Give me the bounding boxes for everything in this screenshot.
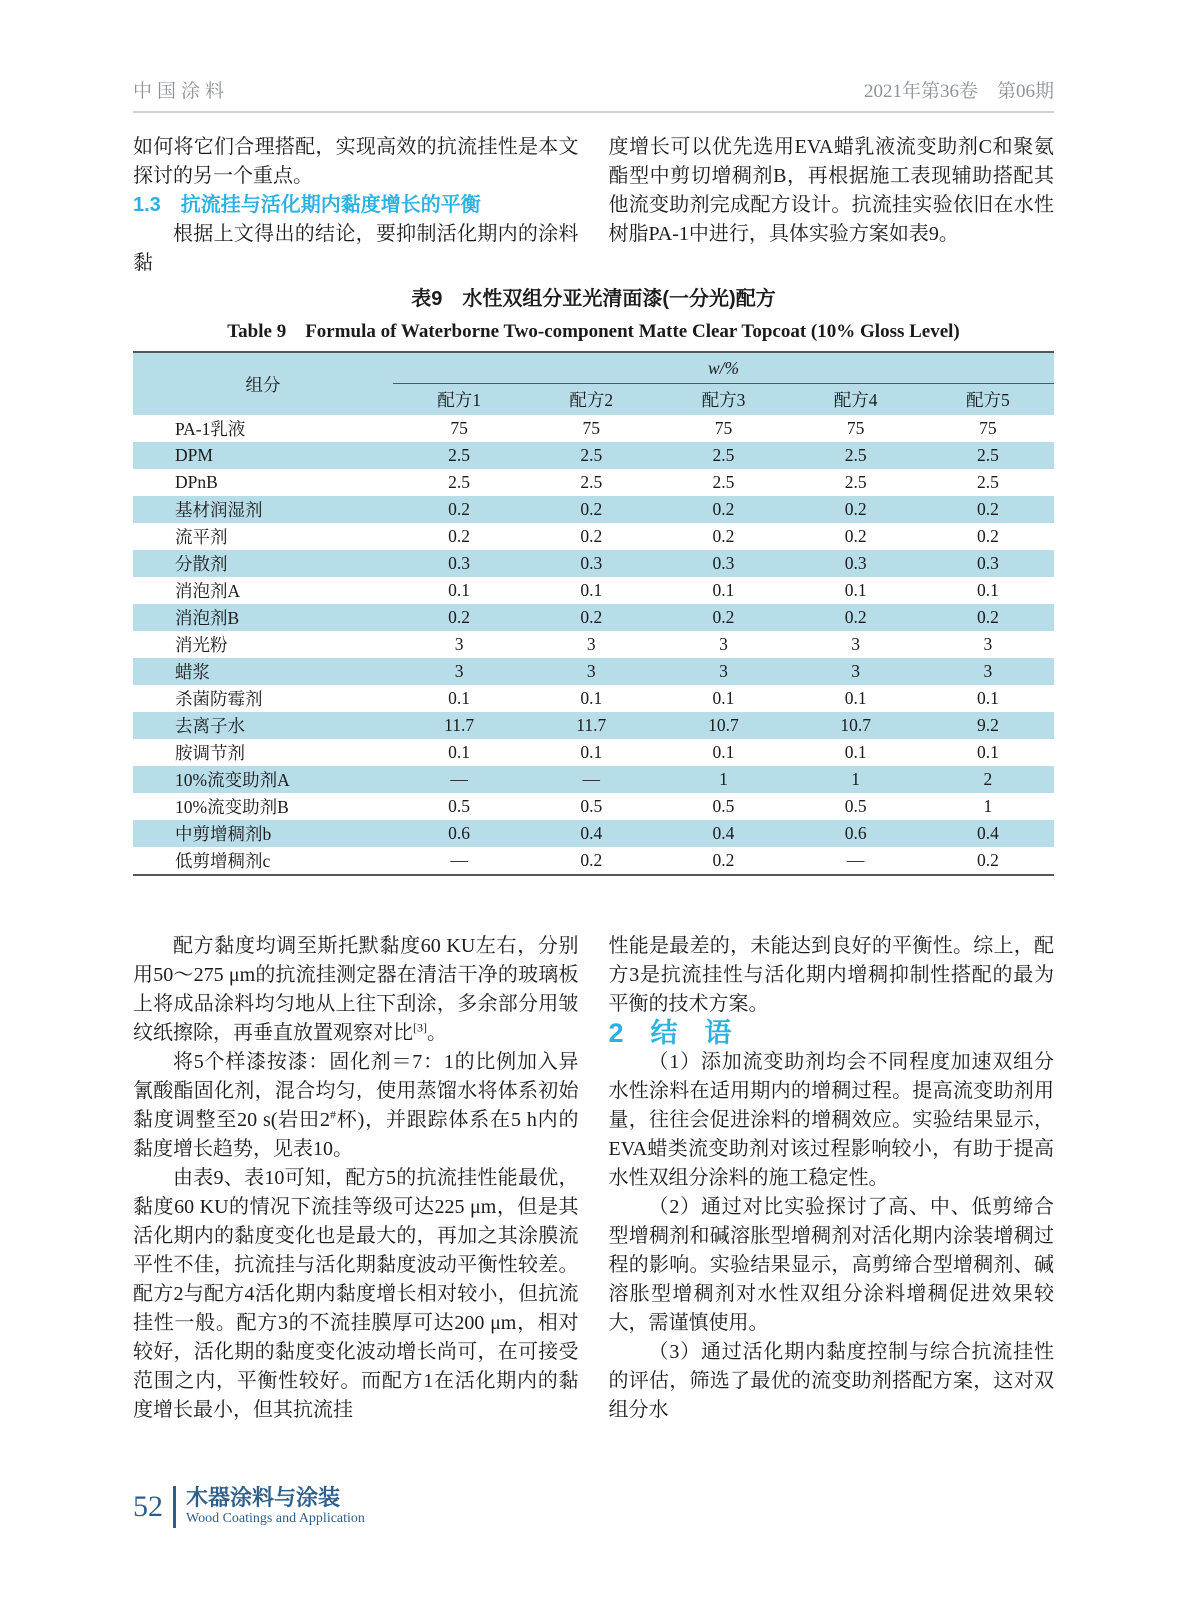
formula3-value-cell: 0.2 [712, 850, 735, 870]
table-row [133, 820, 1054, 847]
component-name-cell: 低剪增稠剂c [175, 851, 271, 871]
component-name-cell: 分散剂 [175, 554, 228, 574]
formula3-value-cell: 2.5 [712, 472, 735, 492]
table-header [133, 352, 1054, 415]
footer-section-title-zh: 木器涂料与涂装 [186, 1485, 341, 1510]
table-row [133, 496, 1054, 523]
formula5-value-cell: 0.2 [976, 850, 999, 870]
formula2-value-cell: 3 [586, 661, 596, 681]
paragraph [133, 932, 579, 1048]
formula3-value-cell: 0.3 [712, 553, 735, 573]
table-body [133, 415, 1054, 875]
paragraph: （1）添加流变助剂均会不同程度加速双组分水性涂料在适用期内的增稠过程。提高流变助剂用量，往往会促进涂料的增稠效应。实验结果显示，EVA蜡类流变助剂对该过程影响较小，有助于提高水性双组分涂料的施工稳定性。 [608, 1051, 1054, 1189]
formula4-value-cell: 0.3 [844, 553, 867, 573]
component-name-cell: 去离子水 [175, 716, 245, 736]
formula5-value-cell: 0.2 [976, 607, 999, 627]
formula3-value-cell: 0.2 [712, 526, 735, 546]
table-row [133, 712, 1054, 739]
page-number: 52 [133, 1490, 163, 1523]
discussion-left-column [133, 932, 579, 1425]
formula3-value-cell: 0.5 [712, 796, 735, 816]
formula2-value-cell: 0.2 [580, 607, 603, 627]
formula4-value-cell: 0.1 [844, 742, 867, 762]
formula3-value-cell: 0.2 [712, 499, 735, 519]
section-heading-1-3: 1.3 抗流挂与活化期内黏度增长的平衡 [133, 194, 481, 216]
component-name-cell: PA-1乳液 [175, 419, 246, 439]
formula4-value-cell: 0.2 [844, 607, 867, 627]
component-name-cell: DPM [175, 445, 213, 465]
formula2-value-cell: 0.5 [580, 796, 603, 816]
section-heading-conclusion: 2 结 语 [608, 1018, 732, 1048]
component-name-cell: 胺调节剂 [175, 743, 245, 763]
formula1-value-cell: 0.1 [448, 742, 471, 762]
formula2-value-cell: 11.7 [576, 715, 607, 735]
table9-section [133, 282, 1054, 876]
paragraph [133, 1048, 579, 1164]
formula1-column-header: 配方1 [437, 390, 481, 410]
formula2-value-cell: 2.5 [580, 472, 603, 492]
formula5-value-cell: 0.1 [976, 688, 999, 708]
formula2-value-cell: 3 [586, 634, 596, 654]
formula1-value-cell: — [450, 769, 468, 789]
formula3-value-cell: 0.1 [712, 688, 735, 708]
paragraph-text: 配方黏度均调至斯托默黏度60 KU左右，分别用50～275 μm的抗流挂测定器在清洁干净的玻璃板上将成品涂料均匀地从上往下刮涂，多余部分用皱纹纸擦除，再垂直放置观察对比 [133, 935, 579, 1044]
component-name-cell: 流平剂 [175, 527, 228, 547]
formula2-value-cell: 0.1 [580, 742, 603, 762]
table-row [133, 442, 1054, 469]
formula2-value-cell: — [582, 769, 601, 789]
paragraph-text: 将5个样漆按漆：固化剂＝7：1的比例加入异氰酸酯固化剂，混合均匀，使用蒸馏水将体系初始黏度调整至20 s(岩田2 [133, 1051, 579, 1131]
formula5-value-cell: 2.5 [976, 472, 999, 492]
component-name-cell: DPnB [175, 472, 218, 492]
formula5-value-cell: 2.5 [976, 445, 999, 465]
table-row [133, 658, 1054, 685]
formula4-value-cell: 75 [846, 418, 865, 438]
paragraph: 如何将它们合理搭配，实现高效的抗流挂性是本文探讨的另一个重点。 [133, 136, 579, 187]
formula3-value-cell: 10.7 [708, 715, 739, 735]
formula4-value-cell: 2.5 [844, 472, 867, 492]
formula5-value-cell: 9.2 [976, 715, 999, 735]
formula3-value-cell: 0.1 [712, 742, 735, 762]
table-row [133, 577, 1054, 604]
formula1-value-cell: — [450, 850, 468, 870]
formula1-value-cell: 0.6 [448, 823, 471, 843]
formula5-value-cell: 3 [983, 634, 993, 654]
formula2-value-cell: 0.1 [580, 688, 603, 708]
table-row [133, 523, 1054, 550]
journal-name: 中国涂料 [133, 81, 230, 102]
formula1-value-cell: 11.7 [444, 715, 475, 735]
table-row [133, 766, 1054, 793]
formula3-value-cell: 0.2 [712, 607, 735, 627]
formula4-value-cell: 1 [851, 769, 861, 789]
table-row [133, 469, 1054, 496]
formula5-value-cell: 2 [983, 769, 993, 789]
intro-section [133, 133, 1054, 278]
table-row [133, 793, 1054, 820]
page-footer [133, 1486, 365, 1528]
paragraph: 性能是最差的，未能达到良好的平衡性。综上，配方3是抗流挂性与活化期内增稠抑制性搭配的最为平衡的技术方案。 [608, 935, 1054, 1015]
formula1-value-cell: 2.5 [448, 445, 471, 465]
formula1-value-cell: 0.1 [448, 688, 471, 708]
component-name-cell: 消泡剂A [175, 581, 241, 601]
intro-left-column [133, 133, 579, 278]
paragraph: （2）通过对比实验探讨了高、中、低剪缔合型增稠剂和碱溶胀型增稠剂对活化期内涂装增稠过程的影响。实验结果显示，高剪缔合型增稠剂、碱溶胀型增稠剂对水性双组分涂料增稠促进效果较大，需谨慎使用。 [608, 1196, 1054, 1334]
table-caption-zh: 表9 水性双组分亚光清面漆(一分光)配方 [411, 288, 776, 310]
formula5-value-cell: 3 [983, 661, 993, 681]
formula3-value-cell: 2.5 [712, 445, 735, 465]
component-name-cell: 杀菌防霉剂 [175, 689, 263, 709]
component-name-cell: 消泡剂B [175, 608, 240, 628]
formula2-column-header: 配方2 [569, 390, 614, 410]
formula3-value-cell: 3 [719, 661, 728, 681]
table-caption-en: Table 9 Formula of Waterborne Two-component Matte Clear Topcoat (10% Gloss Level) [227, 321, 960, 342]
formula4-value-cell: 3 [851, 661, 861, 681]
intro-right-column [609, 133, 1055, 278]
formula2-value-cell: 2.5 [580, 445, 603, 465]
formula2-value-cell: 0.2 [580, 526, 603, 546]
formula1-value-cell: 3 [454, 634, 464, 654]
paragraph: 根据上文得出的结论，要抑制活化期内的涂料黏 [133, 223, 579, 274]
paragraph-text: 。 [427, 1022, 447, 1044]
formula4-value-cell: 0.6 [844, 823, 867, 843]
formula4-value-cell: 0.2 [844, 499, 867, 519]
formula4-value-cell: 0.1 [844, 580, 867, 600]
formula4-column-header: 配方4 [833, 390, 878, 410]
formula5-value-cell: 75 [979, 418, 997, 438]
component-name-cell: 基材润湿剂 [175, 500, 263, 520]
paragraph: 由表9、表10可知，配方5的抗流挂性能最优，黏度60 KU的情况下流挂等级可达225 μm，但是其活化期内的黏度变化也是最大的，再加之其涂膜流平性不佳，抗流挂与活化期黏度波动平衡性较差。配方2与配方4活化期内黏度增长相对较小，但抗流挂性一般。配方3的不流挂膜厚可达200 μm，相对较好，活化期的黏度变化波动增长尚可，在可接受范围之内，平衡性较好。而配方1在活化期内的黏度增长最小，但其抗流挂 [133, 1167, 579, 1421]
formula1-value-cell: 75 [450, 418, 468, 438]
formula4-value-cell: 0.5 [844, 796, 867, 816]
component-name-cell: 消光粉 [175, 635, 228, 655]
formula1-value-cell: 2.5 [448, 472, 471, 492]
formula2-value-cell: 0.2 [580, 850, 603, 870]
weight-percent-group-header: w/% [393, 352, 1054, 384]
formula2-value-cell: 0.1 [580, 580, 603, 600]
paragraph-text: 杯)，并跟踪体系在5 h内的黏度增长趋势，见表10。 [133, 1109, 579, 1160]
formula5-value-cell: 0.3 [976, 553, 999, 573]
component-name-cell: 中剪增稠剂b [175, 824, 272, 844]
footer-section-block [173, 1486, 365, 1528]
reference-mark: [3] [413, 1020, 427, 1035]
formula3-value-cell: 0.1 [712, 580, 735, 600]
formula4-value-cell: 0.1 [844, 688, 867, 708]
formula2-value-cell: 0.4 [580, 823, 603, 843]
formula3-value-cell: 1 [719, 769, 728, 789]
formula3-value-cell: 75 [714, 418, 733, 438]
formula5-value-cell: 0.1 [976, 742, 999, 762]
discussion-section [133, 932, 1054, 1425]
formula5-value-cell: 0.1 [976, 580, 999, 600]
issue-info: 2021年第36卷 第06期 [863, 81, 1054, 102]
footer-section-title-en: Wood Coatings and Application [186, 1511, 365, 1526]
paragraph: 度增长可以优先选用EVA蜡乳液流变助剂C和聚氨酯型中剪切增稠剂B，再根据施工表现辅助搭配其他流变助剂完成配方设计。抗流挂实验依旧在水性树脂PA-1中进行，具体实验方案如表9。 [608, 136, 1054, 245]
formula3-column-header: 配方3 [701, 390, 746, 410]
formula1-value-cell: 0.1 [448, 580, 471, 600]
formula-table [133, 351, 1054, 876]
page-header [133, 76, 1054, 113]
paragraph: （3）通过活化期内黏度控制与综合抗流挂性的评估，筛选了最优的流变助剂搭配方案，这对双组分水 [608, 1341, 1054, 1421]
formula1-value-cell: 0.2 [448, 526, 471, 546]
formula5-value-cell: 0.4 [976, 823, 999, 843]
discussion-right-column [609, 932, 1055, 1425]
formula1-value-cell: 0.3 [448, 553, 471, 573]
superscript-mark: # [329, 1107, 336, 1122]
component-name-cell: 10%流变助剂A [175, 770, 290, 790]
formula4-value-cell: — [846, 850, 865, 870]
component-name-cell: 蜡浆 [175, 662, 210, 682]
formula1-value-cell: 0.2 [448, 499, 471, 519]
formula2-value-cell: 0.3 [580, 553, 603, 573]
formula2-value-cell: 75 [582, 418, 601, 438]
formula1-value-cell: 3 [454, 661, 464, 681]
formula4-value-cell: 3 [851, 634, 861, 654]
formula4-value-cell: 2.5 [844, 445, 867, 465]
table-row [133, 604, 1054, 631]
formula2-value-cell: 0.2 [580, 499, 603, 519]
formula5-value-cell: 1 [983, 796, 993, 816]
component-name-cell: 10%流变助剂B [175, 797, 289, 817]
table-row [133, 415, 1054, 442]
table-row [133, 550, 1054, 577]
formula4-value-cell: 10.7 [840, 715, 871, 735]
table-row [133, 631, 1054, 658]
formula3-value-cell: 3 [719, 634, 728, 654]
formula3-value-cell: 0.4 [712, 823, 735, 843]
formula1-value-cell: 0.2 [448, 607, 471, 627]
formula5-value-cell: 0.2 [976, 526, 999, 546]
table-row [133, 685, 1054, 712]
formula5-value-cell: 0.2 [976, 499, 999, 519]
table-row [133, 847, 1054, 875]
component-column-header: 组分 [245, 374, 281, 395]
formula1-value-cell: 0.5 [448, 796, 471, 816]
formula4-value-cell: 0.2 [844, 526, 867, 546]
formula5-column-header: 配方5 [966, 390, 1010, 410]
table-row [133, 739, 1054, 766]
